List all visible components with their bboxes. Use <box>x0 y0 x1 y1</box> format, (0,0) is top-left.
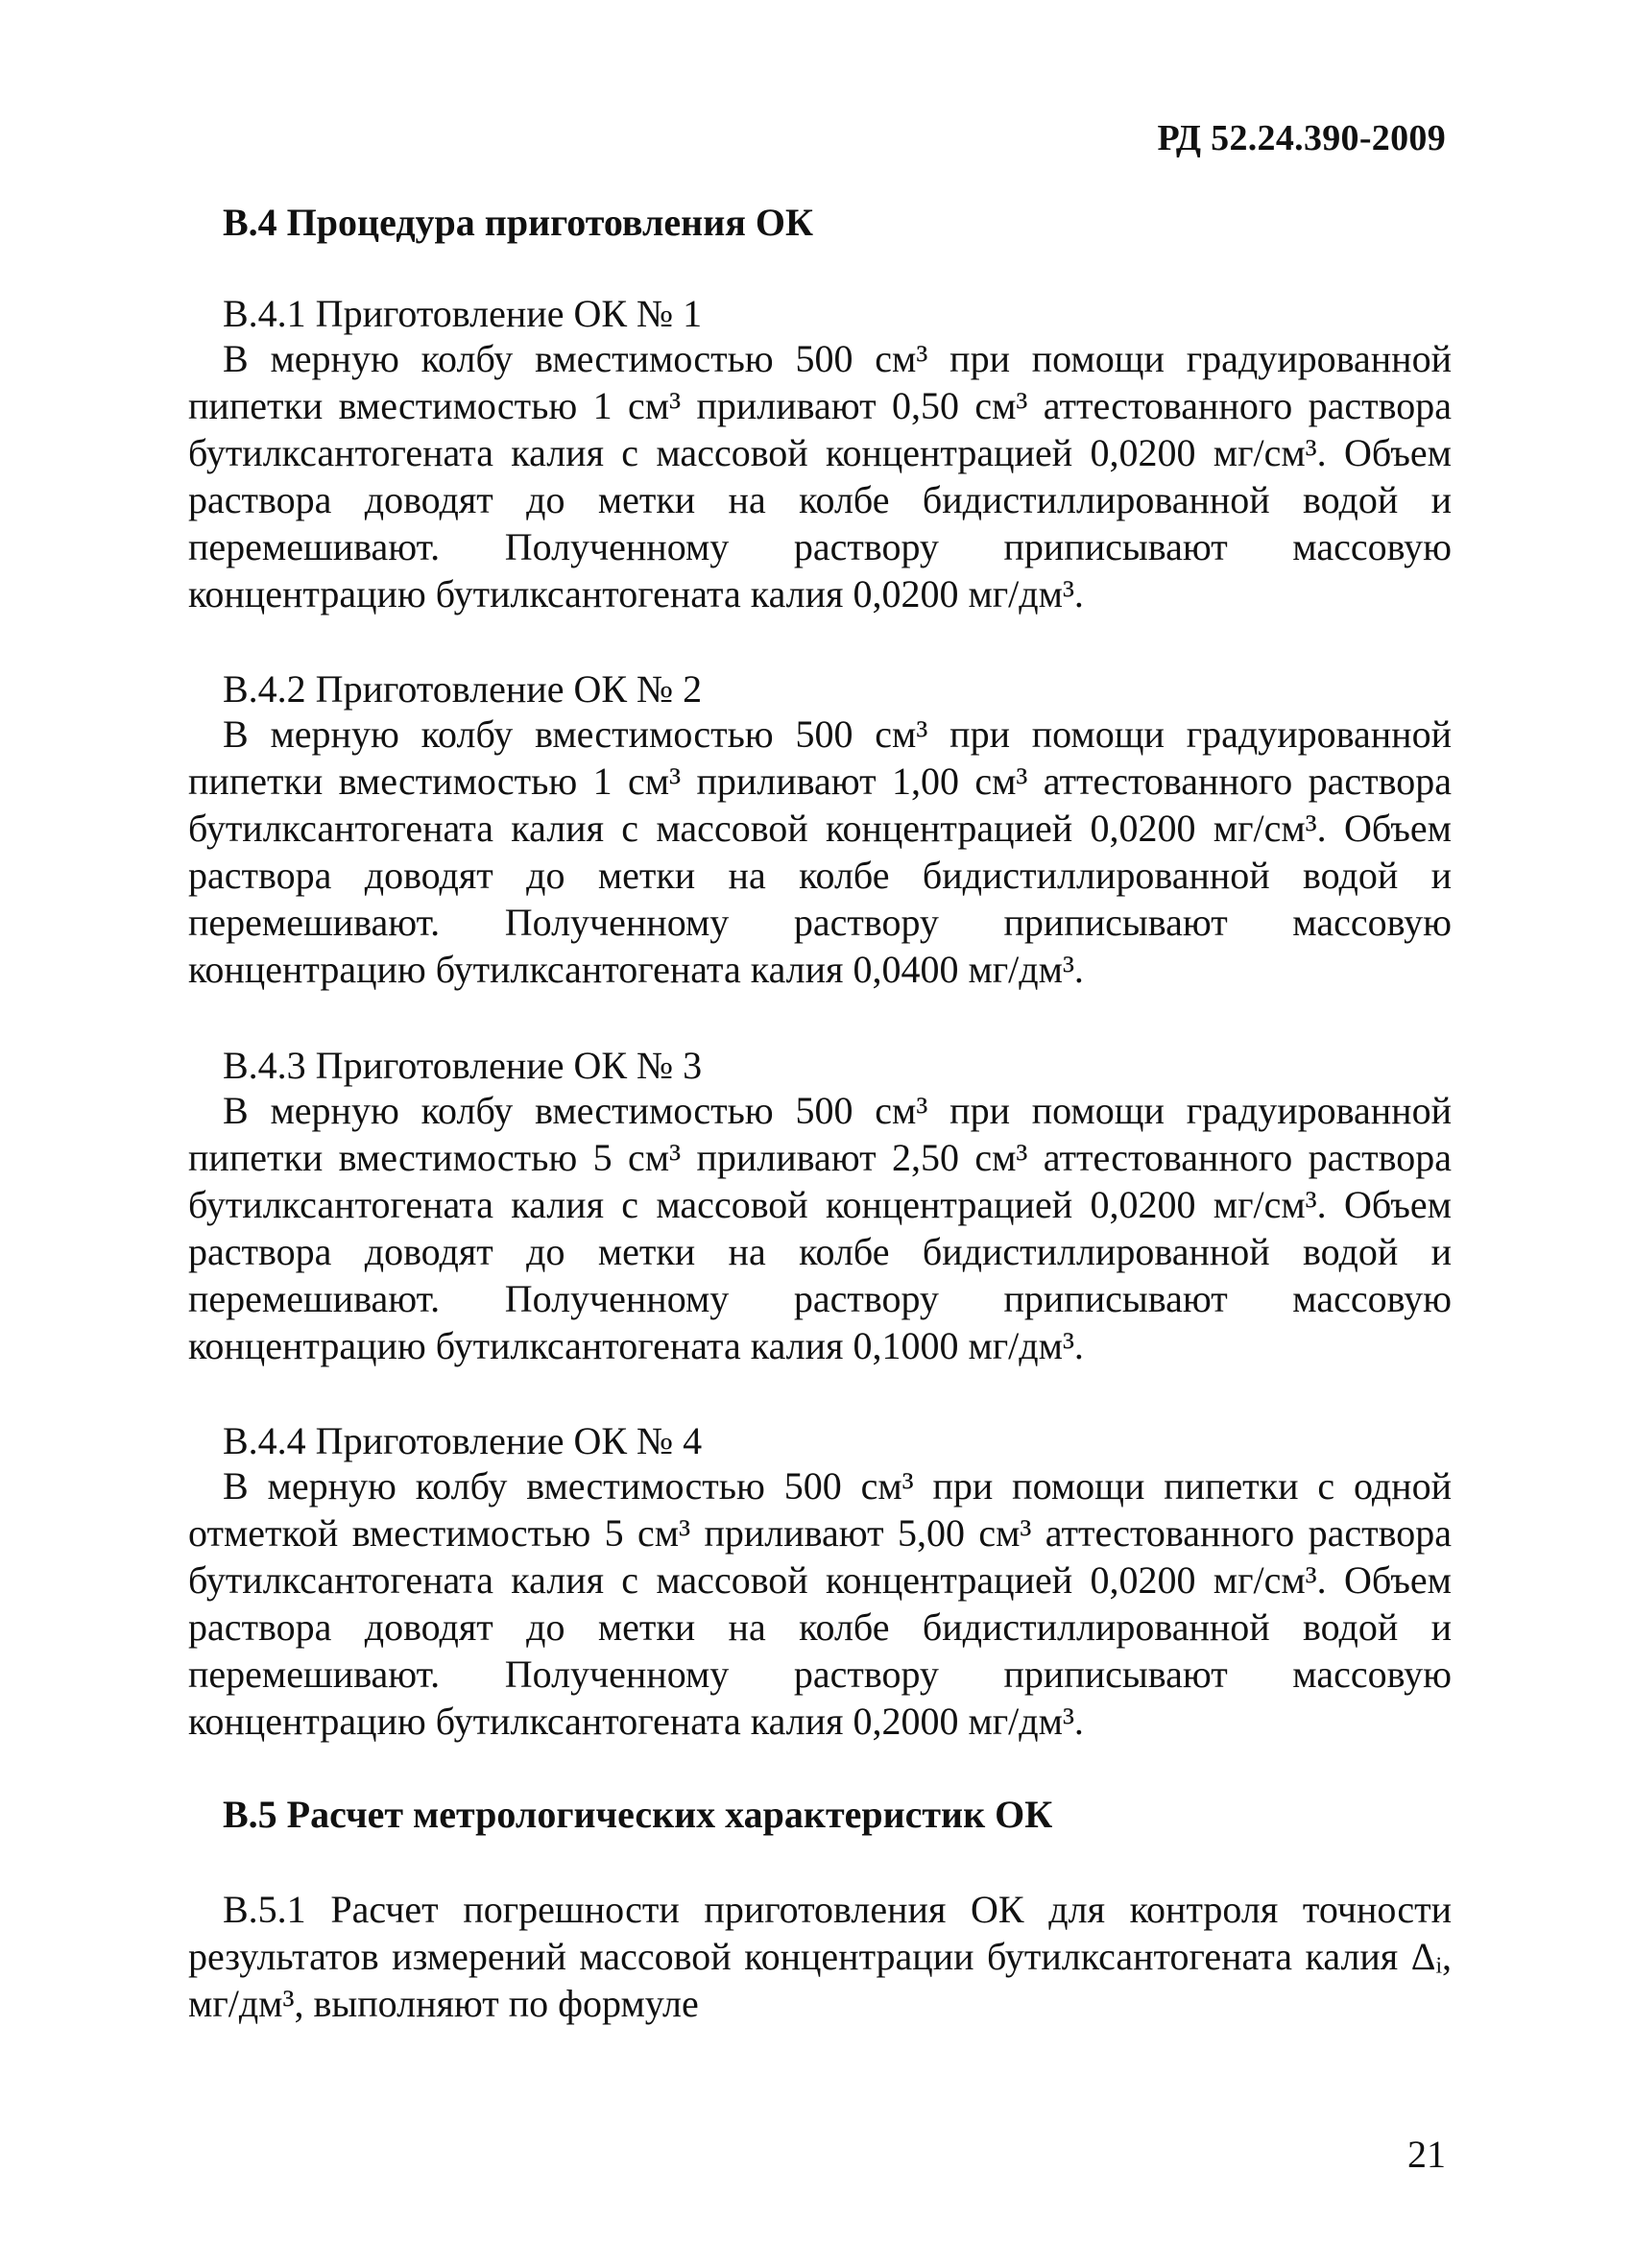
subsection-b4-2-text <box>188 711 1452 993</box>
subsection-b4-3-title: В.4.3 Приготовление ОК № 3 <box>223 1044 703 1087</box>
section-b4-heading: В.4 Процедура приготовления ОК <box>223 201 814 244</box>
subsection-b4-1-text <box>188 335 1452 617</box>
document-code-header: РД 52.24.390-2009 <box>1157 118 1446 158</box>
subsection-b4-1-body: В мерную колбу вместимостью 500 см³ при помощи градуированной пипетки вместимостью 1 см³ приливают 0,50 см³ аттестованного раствора бутилксантогената калия с массовой концентрацией 0,0200 мг/см³. Объем раствора доводят до метки на колбе бидистиллированной водой и перемешивают. Полученному раствору приписывают массовую концентрацию бутилксантогената калия 0,0200 мг/дм³. <box>188 337 1452 615</box>
subsection-b4-4-text <box>188 1462 1452 1745</box>
subsection-b4-3-body: В мерную колбу вместимостью 500 см³ при помощи градуированной пипетки вместимостью 5 см³ приливают 2,50 см³ аттестованного раствора бутилксантогената калия с массовой концентрацией 0,0200 мг/см³. Объем раствора доводят до метки на колбе бидистиллированной водой и перемешивают. Полученному раствору приписывают массовую концентрацию бутилксантогената калия 0,1000 мг/дм³. <box>188 1089 1452 1367</box>
subsection-b4-3-text <box>188 1087 1452 1369</box>
subsection-b4-2-title: В.4.2 Приготовление ОК № 2 <box>223 667 703 711</box>
subsection-b4-4-title: В.4.4 Приготовление ОК № 4 <box>223 1419 703 1462</box>
subsection-b5-1-text <box>188 1886 1452 2027</box>
page-number: 21 <box>1407 2133 1446 2176</box>
subsection-b4-2-body: В мерную колбу вместимостью 500 см³ при помощи градуированной пипетки вместимостью 1 см³ приливают 1,00 см³ аттестованного раствора бутилксантогената калия с массовой концентрацией 0,0200 мг/см³. Объем раствора доводят до метки на колбе бидистиллированной водой и перемешивают. Полученному раствору приписывают массовую концентрацию бутилксантогената калия 0,0400 мг/дм³. <box>188 712 1452 991</box>
section-b5-heading: В.5 Расчет метрологических характеристик ОК <box>223 1793 1053 1836</box>
subsection-b4-1-title: В.4.1 Приготовление ОК № 1 <box>223 292 703 335</box>
subsection-b4-4-body: В мерную колбу вместимостью 500 см³ при помощи пипетки с одной отметкой вместимостью 5 см³ приливают 5,00 см³ аттестованного раствора бутилксантогената калия с массовой концентрацией 0,0200 мг/см³. Объем раствора доводят до метки на колбе бидистиллированной водой и перемешивают. Полученному раствору приписывают массовую концентрацию бутилксантогената калия 0,2000 мг/дм³. <box>188 1464 1452 1743</box>
subsection-b5-1-body: В.5.1 Расчет погрешности приготовления ОК для контроля точности результатов измерений массовой концентрации бутилксантогената калия Δᵢ, мг/дм³, выполняют по формуле <box>188 1888 1452 2025</box>
